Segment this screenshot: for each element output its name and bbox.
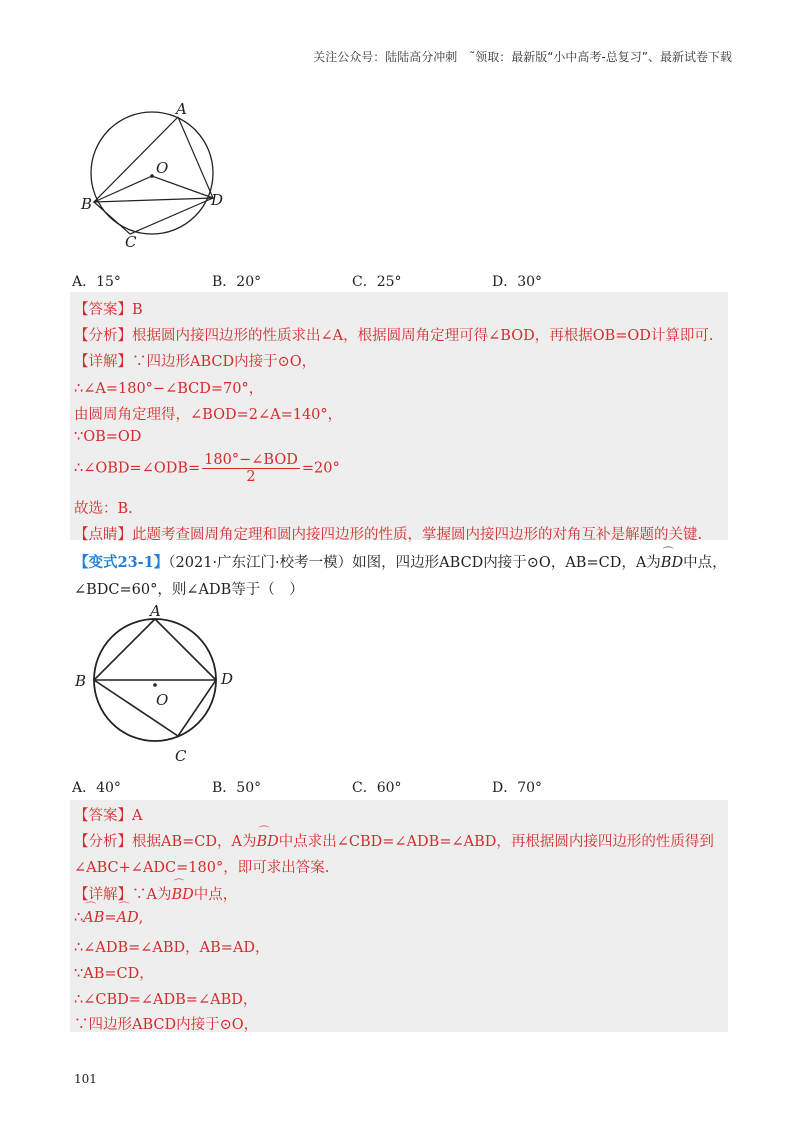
page-number: 101 xyxy=(74,1072,97,1086)
q2-tag: 【变式23-1】 xyxy=(74,554,169,571)
q1-note: 【点睛】此题考查圆周角定理和圆内接四边形的性质，掌握圆内接四边形的对角互补是解题的关键. xyxy=(74,527,703,543)
q2-detail-4: ∵AB=CD， xyxy=(74,966,154,982)
q2-detail-6: ∵四边形ABCD内接于⊙O， xyxy=(74,1017,259,1033)
q1-detail-5: ∴∠OBD=∠ODB= $\frac{\text{180°−∠BOD}}{2}$ =20° xyxy=(74,452,340,485)
fig1-label-a: A xyxy=(176,100,187,118)
page-header: 关注公众号：陆陆高分冲刺 ˜领取：最新版“小中高考-总复习”、最新试卷下载 xyxy=(313,50,732,64)
q1-detail-3: 由圆周角定理得，∠BOD=2∠A=140°， xyxy=(74,407,343,423)
q1-detail-2: ∴∠A=180°−∠BCD=70°， xyxy=(74,381,264,397)
q2-stem-line1: 【变式23-1】（2021·广东江门·校考一模）如图，四边形ABCD内接于⊙O，AB=CD，A为⌒ BD中点， xyxy=(74,551,727,572)
q2-choice-c: C．60° xyxy=(352,780,402,796)
q1-choice-b: B．20° xyxy=(212,274,262,290)
q2-choice-a: A．40° xyxy=(72,780,121,796)
q2-answer: 【答案】A xyxy=(74,808,143,824)
q2-choice-d: D．70° xyxy=(492,780,543,796)
q2-choice-b: B．50° xyxy=(212,780,262,796)
q2-detail-2: ∴⌒ AB=⌒ AD, xyxy=(74,910,143,926)
figure-1-circle xyxy=(78,100,238,250)
q1-detail-1: 【详解】∵四边形ABCD内接于⊙O， xyxy=(74,354,317,370)
q2-choices xyxy=(72,777,632,797)
q1-answer: 【答案】B xyxy=(74,302,143,318)
q1-detail-4: ∵OB=OD xyxy=(74,429,142,445)
fig1-label-b: B xyxy=(81,195,93,213)
q2-stem-line2: ∠BDC=60°，则∠ADB等于（ ） xyxy=(74,582,304,598)
q2-analysis-1: 【分析】根据AB=CD，A为⌒ BD中点求出∠CBD=∠ADB=∠ABD，再根据圆内接四边形的性质得到 xyxy=(74,830,714,851)
q1-detail-6: 故选：B. xyxy=(74,501,133,517)
q1-choice-c: C．25° xyxy=(352,274,402,290)
q2-detail-1: 【详解】∵A为⌒ BD中点， xyxy=(74,883,237,904)
fig2-label-c: C xyxy=(175,747,187,765)
fig2-label-d: D xyxy=(221,670,234,688)
fig2-label-o: O xyxy=(156,691,169,709)
q1-choice-a: A．15° xyxy=(72,274,121,290)
q2-detail-5: ∴∠CBD=∠ADB=∠ABD， xyxy=(74,992,258,1008)
q1-analysis: 【分析】根据圆内接四边形的性质求出∠A，根据圆周角定理可得∠BOD，再根据OB=OD计算即可. xyxy=(74,328,714,344)
fig1-label-d: D xyxy=(211,191,224,209)
fig1-label-o: O xyxy=(156,159,169,177)
q1-choice-d: D．30° xyxy=(492,274,543,290)
fig1-label-c: C xyxy=(125,233,137,250)
q2-detail-3: ∴∠ADB=∠ABD，AB=AD， xyxy=(74,940,270,956)
q1-choices xyxy=(72,271,632,291)
fig2-label-a: A xyxy=(150,603,161,620)
figure-2-circle xyxy=(72,603,247,768)
q2-analysis-2: ∠ABC+∠ADC=180°，即可求出答案. xyxy=(74,860,330,876)
fig2-label-b: B xyxy=(75,672,87,690)
